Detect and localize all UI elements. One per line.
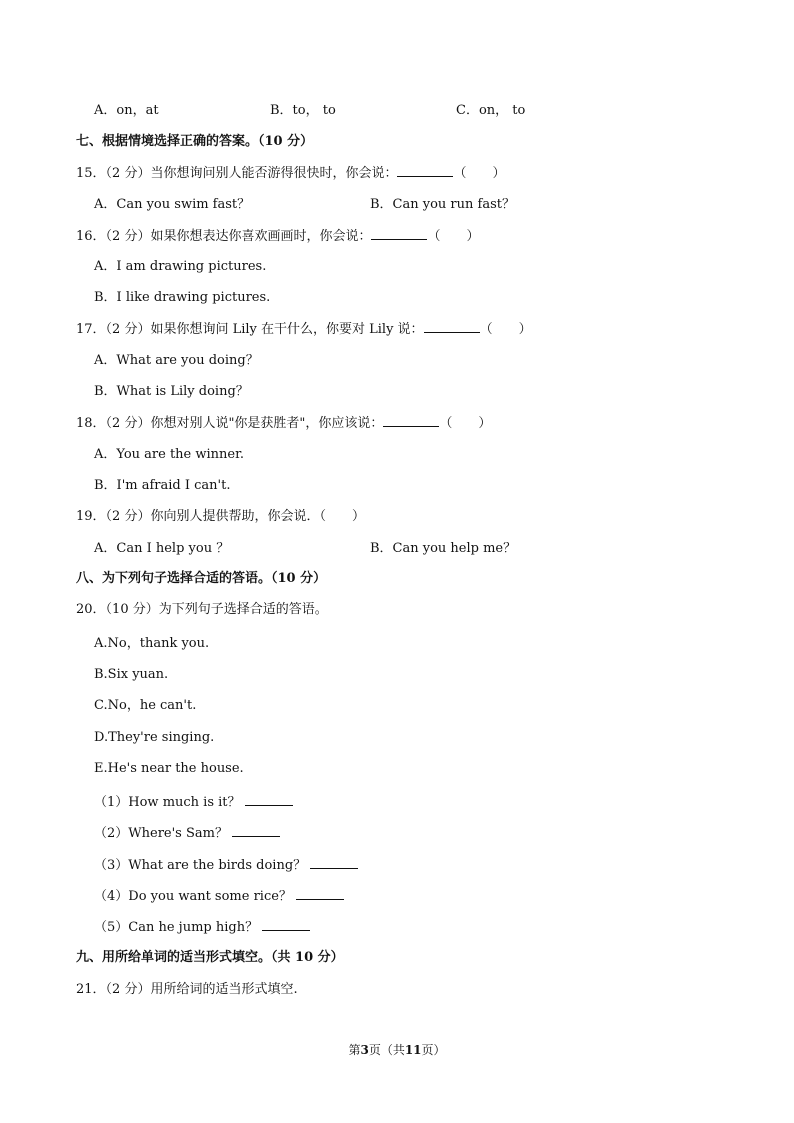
section-9-title: 九、用所给单词的适当形式填空。（共 10 分） xyxy=(76,950,344,965)
question-15: 15．（2 分）当你想询问别人能否游得很快时，你会说： （ ） xyxy=(76,166,506,181)
question-20: 20．（10 分）为下列句子选择合适的答语。 xyxy=(76,602,328,617)
q18-option-a: A．You are the winner. xyxy=(94,447,245,462)
q17-option-a: A．What are you doing？ xyxy=(94,353,259,368)
q15-option-b: B．Can you run fast？ xyxy=(370,197,515,212)
q19-option-b: B．Can you help me？ xyxy=(370,541,517,556)
question-16: 16．（2 分）如果你想表达你喜欢画画时，你会说： （ ） xyxy=(76,229,480,244)
match-item-2: （2）Where's Sam？ xyxy=(94,824,280,843)
answer-blank xyxy=(371,227,427,240)
section-8-title: 八、为下列句子选择合适的答语。（10 分） xyxy=(76,571,327,586)
answer-blank xyxy=(424,320,480,333)
question-21: 21．（2 分）用所给词的适当形式填空. xyxy=(76,982,298,997)
answer-option-a: A.No，thank you. xyxy=(94,636,210,651)
match-item-3: （3）What are the birds doing？ xyxy=(94,856,358,875)
q18-option-b: B．I'm afraid I can't. xyxy=(94,478,231,493)
match-item-1: （1）How much is it？ xyxy=(94,793,293,812)
q16-option-a: A．I am drawing pictures. xyxy=(94,259,267,274)
answer-blank xyxy=(397,164,453,177)
q17-option-b: B．What is Lily doing？ xyxy=(94,384,249,399)
option-b: B．to， to xyxy=(270,103,336,118)
q15-option-a: A．Can you swim fast？ xyxy=(94,197,251,212)
section-7-title: 七、根据情境选择正确的答案。（10 分） xyxy=(76,134,314,149)
option-c: C．on， to xyxy=(456,103,526,118)
answer-blank xyxy=(310,856,358,869)
answer-option-c: C.No，he can't. xyxy=(94,698,197,713)
answer-option-e: E.He's near the house. xyxy=(94,761,244,776)
match-item-5: （5）Can he jump high？ xyxy=(94,918,310,937)
page-number: 3 xyxy=(360,1043,369,1057)
option-a: A．on，at xyxy=(94,103,159,118)
q19-option-a: A．Can I help you ？ xyxy=(94,541,230,556)
match-item-4: （4）Do you want some rice？ xyxy=(94,887,344,906)
answer-blank xyxy=(383,414,439,427)
question-18: 18．（2 分）你想对别人说"你是获胜者"，你应该说： （ ） xyxy=(76,416,492,431)
answer-blank xyxy=(245,793,293,806)
question-19: 19．（2 分）你向别人提供帮助，你会说．（ ） xyxy=(76,509,365,524)
page-footer: 第3页（共11页） xyxy=(348,1043,446,1057)
answer-blank xyxy=(296,887,344,900)
q16-option-b: B．I like drawing pictures. xyxy=(94,290,271,305)
page-total: 11 xyxy=(404,1043,422,1057)
answer-blank xyxy=(262,918,310,931)
answer-option-b: B.Six yuan. xyxy=(94,667,169,682)
question-17: 17．（2 分）如果你想询问 Lily 在干什么，你要对 Lily 说： （ ） xyxy=(76,322,532,337)
answer-blank xyxy=(232,824,280,837)
answer-option-d: D.They're singing. xyxy=(94,730,215,745)
